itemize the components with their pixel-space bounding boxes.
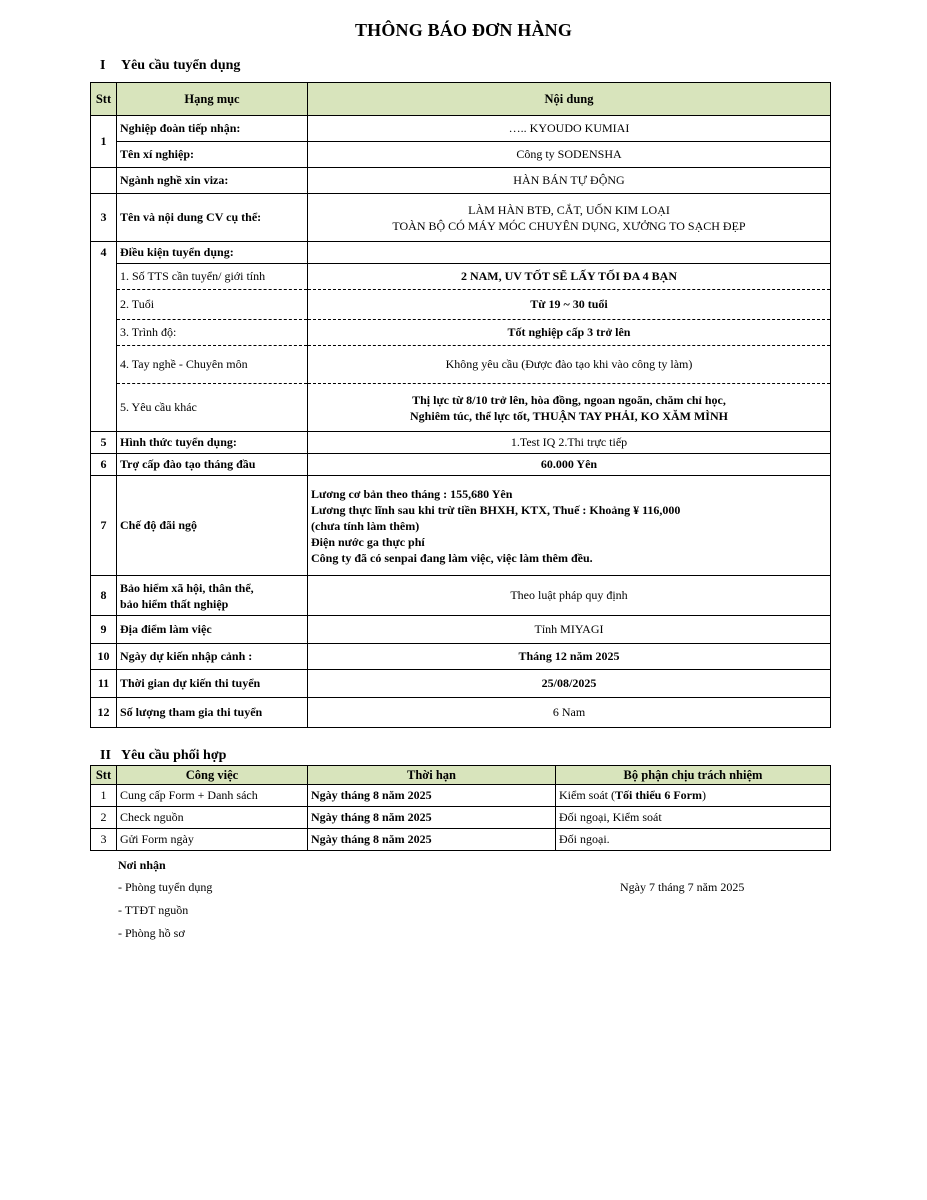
row-stt: 11 [91,670,117,698]
row-responsible: Đối ngoại. [556,829,831,851]
header-stt: Stt [91,83,117,116]
row-content: Từ 19 ~ 30 tuổi [308,290,831,320]
row-stt: 4 [91,242,117,432]
row-item: 3. Trình độ: [117,320,308,346]
row-stt: 9 [91,616,117,644]
row-content: Theo luật pháp quy định [308,576,831,616]
recipient-item: - Phòng hồ sơ [118,926,185,940]
table-row [91,576,831,616]
table-header-row [91,83,831,116]
section-2-number: II [100,748,111,763]
row-item [117,576,308,616]
row-item: 5. Yêu cầu khác [117,384,308,432]
row-stt: 5 [91,432,117,454]
row-stt: 8 [91,576,117,616]
row-item: Ngành nghề xin viza: [117,168,308,194]
row-content: HÀN BÁN TỰ ĐỘNG [308,168,831,194]
row-content: 6 Nam [308,698,831,728]
row-content [308,476,831,576]
section-2-title: Yêu cầu phối hợp [120,748,227,763]
row-content: Tốt nghiệp cấp 3 trở lên [308,320,831,346]
table-row [91,264,831,290]
row-responsible: Đối ngoại, Kiểm soát [556,807,831,829]
recipient-label: Nơi nhận [118,858,166,872]
row-content: 60.000 Yên [308,454,831,476]
recipient-item: - Phòng tuyển dụng [118,880,213,894]
table-row [91,168,831,194]
coordination-table [90,765,831,851]
table-row [91,807,831,829]
row-content [308,242,831,264]
row-content: Tỉnh MIYAGI [308,616,831,644]
row-content: ….. KYOUDO KUMIAI [308,116,831,142]
responsible-text-end: ) [702,788,706,802]
table-row [91,670,831,698]
row-item: 2. Tuổi [117,290,308,320]
row-responsible [556,785,831,807]
row-item: Thời gian dự kiến thi tuyển [117,670,308,698]
row-item: Chế độ đãi ngộ [117,476,308,576]
table-row [91,116,831,142]
recipient-item: - TTĐT nguồn [118,903,189,917]
table-row [91,346,831,384]
content-line: Nghiêm túc, thể lực tốt, THUẬN TAY PHẢI, KO XĂM MÌNH [410,408,728,423]
row-stt: 3 [91,194,117,242]
row-stt: 3 [91,829,117,851]
row-item: Hình thức tuyển dụng: [117,432,308,454]
row-item: Địa điểm làm việc [117,616,308,644]
table-row [91,320,831,346]
row-content [308,384,831,432]
content-line: (chưa tính làm thêm) [311,518,420,533]
row-stt: 1 [91,116,117,168]
row-item: Nghiệp đoàn tiếp nhận: [117,116,308,142]
header-stt: Stt [91,766,117,785]
responsible-text: Kiểm soát ( [559,788,615,802]
table-header-row [91,766,831,785]
table-row [91,616,831,644]
row-item: Điều kiện tuyển dụng: [117,242,308,264]
row-content: Tháng 12 năm 2025 [308,644,831,670]
content-line: Lương thực lĩnh sau khi trừ tiền BHXH, KTX, Thuế : Khoảng ¥ 116,000 [311,502,681,517]
table-row [91,698,831,728]
row-stt: 12 [91,698,117,728]
table-row [91,785,831,807]
header-item: Hạng mục [117,83,308,116]
row-stt: 1 [91,785,117,807]
section-1-number: I [100,58,106,73]
content-line: Lương cơ bản theo tháng : 155,680 Yên [311,486,513,501]
table-row [91,454,831,476]
table-row [91,644,831,670]
row-stt: 6 [91,454,117,476]
content-line: Công ty đã có senpai đang làm việc, việc làm thêm đều. [311,550,593,565]
content-line: Thị lực từ 8/10 trở lên, hòa đồng, ngoan ngoãn, chăm chỉ học, [412,392,726,407]
row-item: 1. Số TTS cần tuyển/ giới tính [117,264,308,290]
row-stt: 10 [91,644,117,670]
table-row [91,432,831,454]
row-stt [91,168,117,194]
section-1-title: Yêu cầu tuyển dụng [120,58,241,73]
content-line: TOÀN BỘ CÓ MÁY MÓC CHUYÊN DỤNG, XƯỞNG TO SẠCH ĐẸP [392,218,746,233]
table-row [91,194,831,242]
row-content: Không yêu cầu (Được đào tạo khi vào công ty làm) [308,346,831,384]
table-row [91,242,831,264]
table-row [91,476,831,576]
row-stt: 7 [91,476,117,576]
section-1-heading [100,58,240,74]
row-task: Check nguồn [117,807,308,829]
header-responsible: Bộ phận chịu trách nhiệm [556,766,831,785]
table-row [91,142,831,168]
item-line: Bảo hiểm xã hội, thân thể, [120,580,254,595]
content-line: Điện nước ga thực phí [311,534,425,549]
row-deadline: Ngày tháng 8 năm 2025 [308,807,556,829]
row-stt: 2 [91,807,117,829]
section-2-heading [100,748,226,764]
row-content [308,194,831,242]
table-row [91,290,831,320]
responsible-note: Tối thiểu 6 Form [615,788,702,802]
row-item: Số lượng tham gia thi tuyển [117,698,308,728]
row-task: Cung cấp Form + Danh sách [117,785,308,807]
document-title: THÔNG BÁO ĐƠN HÀNG [354,20,573,40]
table-row [91,384,831,432]
row-deadline: Ngày tháng 8 năm 2025 [308,829,556,851]
table-row [91,829,831,851]
row-content: Công ty SODENSHA [308,142,831,168]
recruitment-requirements-table [90,82,831,728]
row-content: 25/08/2025 [308,670,831,698]
row-item: Tên và nội dung CV cụ thể: [117,194,308,242]
row-content: 1.Test IQ 2.Thi trực tiếp [308,432,831,454]
row-item: Ngày dự kiến nhập cảnh : [117,644,308,670]
header-deadline: Thời hạn [308,766,556,785]
item-line: bảo hiểm thất nghiệp [120,596,229,611]
content-line: LÀM HÀN BTĐ, CẮT, UỐN KIM LOẠI [468,202,670,217]
row-item: Tên xí nghiệp: [117,142,308,168]
header-task: Công việc [117,766,308,785]
row-item: Trợ cấp đào tạo tháng đầu [117,454,308,476]
row-item: 4. Tay nghề - Chuyên môn [117,346,308,384]
row-deadline: Ngày tháng 8 năm 2025 [308,785,556,807]
row-task: Gửi Form ngày [117,829,308,851]
header-content: Nội dung [308,83,831,116]
row-content: 2 NAM, UV TỐT SẼ LẤY TỐI ĐA 4 BẠN [308,264,831,290]
document-date: Ngày 7 tháng 7 năm 2025 [620,880,745,894]
